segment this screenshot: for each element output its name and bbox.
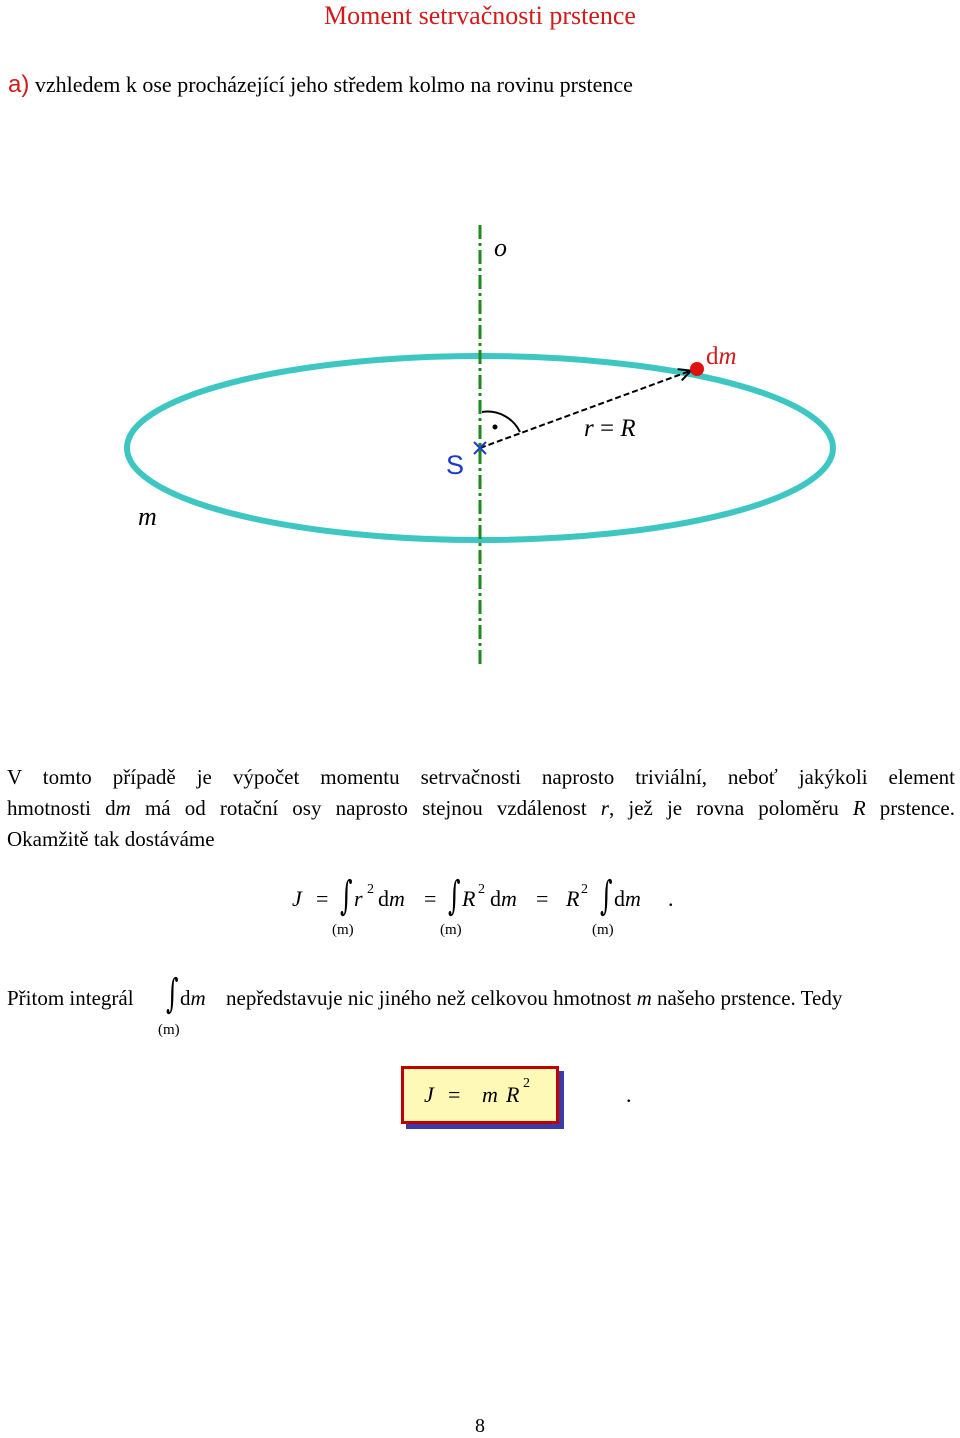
mass-element-point xyxy=(690,362,704,376)
section-label: a) xyxy=(8,71,30,98)
result-R: R xyxy=(506,1082,520,1107)
paragraph-line-3: Okamžitě tak dostáváme xyxy=(7,827,215,851)
eq1-integral-1: ∫ xyxy=(340,873,353,919)
eq1-J: J xyxy=(292,886,302,911)
result-J: J xyxy=(424,1082,434,1107)
eq1-exp-3: 2 xyxy=(581,882,588,897)
eq1-eq1: = xyxy=(316,886,329,911)
eq1-limit-2: (m) xyxy=(440,922,462,938)
sentence2-after: nepředstavuje nic jiného než celkovou hmotnost m našeho prstence. Tedy xyxy=(226,986,843,1010)
sentence2-integral: ∫ xyxy=(166,971,179,1017)
result-eq: = xyxy=(448,1082,461,1107)
eq1-limit-1: (m) xyxy=(332,922,354,938)
eq1-integral-3: ∫ xyxy=(600,873,613,919)
explanation-paragraph xyxy=(7,762,955,855)
page-title: Moment setrvačnosti prstence xyxy=(324,1,636,30)
eq1-dm-3: dm xyxy=(614,886,641,911)
eq1-dm-1: dm xyxy=(378,886,405,911)
radius-label: r = R xyxy=(584,415,636,442)
eq1-R-2: R xyxy=(566,886,580,911)
eq1-exp-1: 2 xyxy=(367,882,374,897)
axis-label: o xyxy=(494,233,507,262)
paragraph-line-1: V tomto případě je výpočet momentu setrvačnosti naprosto triviální, neboť jakýkoli element xyxy=(7,765,955,789)
eq1-period: . xyxy=(668,886,674,911)
center-label: S xyxy=(446,450,465,480)
eq1-exp-2: 2 xyxy=(478,882,485,897)
section-text: vzhledem k ose procházející jeho středem kolmo na rovinu prstence xyxy=(34,72,633,97)
eq1-eq3: = xyxy=(536,886,549,911)
eq1-eq2: = xyxy=(424,886,437,911)
result-m: m xyxy=(482,1082,498,1107)
eq1-dm-2: dm xyxy=(490,886,517,911)
paragraph-line-2: hmotnosti dm má od rotační osy naprosto stejnou vzdálenost r, jež je rovna poloměru R prstence. xyxy=(7,796,956,820)
sentence2-limit: (m) xyxy=(158,1022,180,1038)
right-angle-dot xyxy=(493,425,498,430)
mass-element-label xyxy=(706,343,737,370)
eq1-limit-3: (m) xyxy=(592,922,614,938)
sentence2-before: Přitom integrál xyxy=(7,986,134,1010)
sentence2-dm: dm xyxy=(180,986,206,1010)
mass-element-d: d xyxy=(706,343,719,370)
right-angle-arc xyxy=(482,412,520,432)
result-period: . xyxy=(626,1082,632,1107)
eq1-R-1: R xyxy=(462,886,476,911)
page-number: 8 xyxy=(475,1415,485,1437)
mass-element-m: m xyxy=(718,343,737,370)
eq1-r: r xyxy=(354,886,363,911)
ring-mass-label: m xyxy=(138,502,157,531)
result-exp: 2 xyxy=(523,1076,530,1091)
eq1-integral-2: ∫ xyxy=(448,873,461,919)
